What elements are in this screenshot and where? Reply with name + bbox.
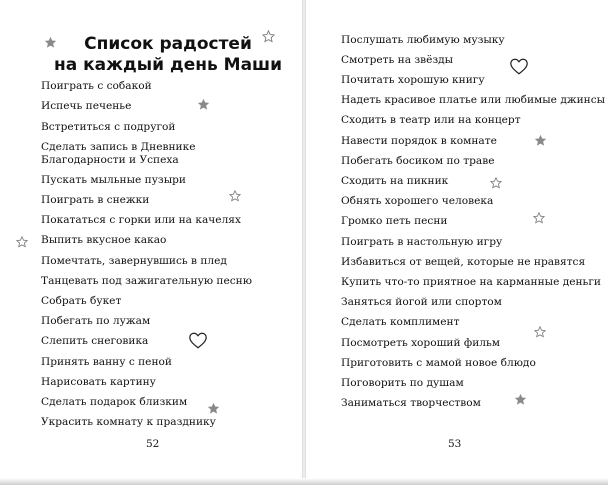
list-item: Испечь печенье xyxy=(41,100,132,112)
star-icon xyxy=(514,393,527,406)
list-item: Украсить комнату к празднику xyxy=(41,416,216,428)
page-number-right: 53 xyxy=(448,438,462,450)
list-item: Пускать мыльные пузыри xyxy=(41,174,186,186)
list-item: Навести порядок в комнате xyxy=(341,135,497,147)
star-icon xyxy=(534,134,547,147)
list-item: Побегать по лужам xyxy=(41,315,151,327)
list-item: Танцевать под зажигательную песню xyxy=(41,275,252,287)
list-item: Собрать букет xyxy=(41,295,122,307)
list-item: Сделать подарок близким xyxy=(41,396,188,408)
list-item: Надеть красивое платье или любимые джинсы xyxy=(341,94,606,106)
title-line-2: на каждый день Маши xyxy=(53,55,283,75)
star-outline-icon xyxy=(16,236,28,248)
list-item: Сходить на пикник xyxy=(341,175,449,187)
page-title xyxy=(52,34,284,76)
list-item: Посмотреть хороший фильм xyxy=(341,337,501,349)
star-icon xyxy=(197,98,210,111)
star-outline-icon xyxy=(533,212,545,224)
list-item: Почитать хорошую книгу xyxy=(341,74,485,86)
list-item: Избавиться от вещей, которые не нравятся xyxy=(341,256,586,268)
list-item: Выпить вкусное какао xyxy=(41,234,167,246)
right-page xyxy=(306,0,608,485)
list-item: Принять ванну с пеной xyxy=(41,356,172,368)
list-item: Поиграть в снежки xyxy=(41,194,150,206)
star-outline-icon xyxy=(534,326,546,338)
star-outline-icon xyxy=(229,190,241,202)
page-bottom-edge xyxy=(0,478,608,485)
heart-outline-icon xyxy=(509,57,529,75)
list-item: Послушать любимую музыку xyxy=(341,34,505,46)
list-item: Купить что-то приятное на карманные деньги xyxy=(341,276,601,288)
list-item: Сходить в театр или на концерт xyxy=(341,114,521,126)
heart-outline-icon xyxy=(188,331,208,349)
list-item: Встретиться с подругой xyxy=(41,121,176,133)
star-outline-icon xyxy=(262,30,275,43)
list-item: Нарисовать картину xyxy=(41,376,156,388)
list-item: Побегать босиком по траве xyxy=(341,155,495,167)
list-item: Заняться йогой или спортом xyxy=(341,296,502,308)
list-item: Обнять хорошего человека xyxy=(341,195,494,207)
list-item: Поиграть с собакой xyxy=(41,80,152,92)
list-item: Поговорить по душам xyxy=(341,377,464,389)
star-icon xyxy=(44,36,57,49)
list-item: Покататься с горки или на качелях xyxy=(41,214,241,226)
list-item: Слепить снеговика xyxy=(41,335,149,347)
title-line-1: Список радостей xyxy=(84,34,252,54)
left-page xyxy=(0,0,302,485)
list-item: Громко петь песни xyxy=(341,215,448,227)
list-item: Сделать комплимент xyxy=(341,316,460,328)
list-item: Приготовить с мамой новое блюдо xyxy=(341,357,536,369)
list-item: Смотреть на звёзды xyxy=(341,54,454,66)
list-item: Поиграть в настольную игру xyxy=(341,236,503,248)
page-number-left: 52 xyxy=(146,438,160,450)
list-item: Помечтать, завернувшись в плед xyxy=(41,255,227,267)
star-outline-icon xyxy=(490,177,502,189)
list-item: Сделать запись в Дневнике Благодарности и Успеха xyxy=(41,141,196,166)
list-item: Заниматься творчеством xyxy=(341,397,481,409)
star-icon xyxy=(207,402,220,415)
